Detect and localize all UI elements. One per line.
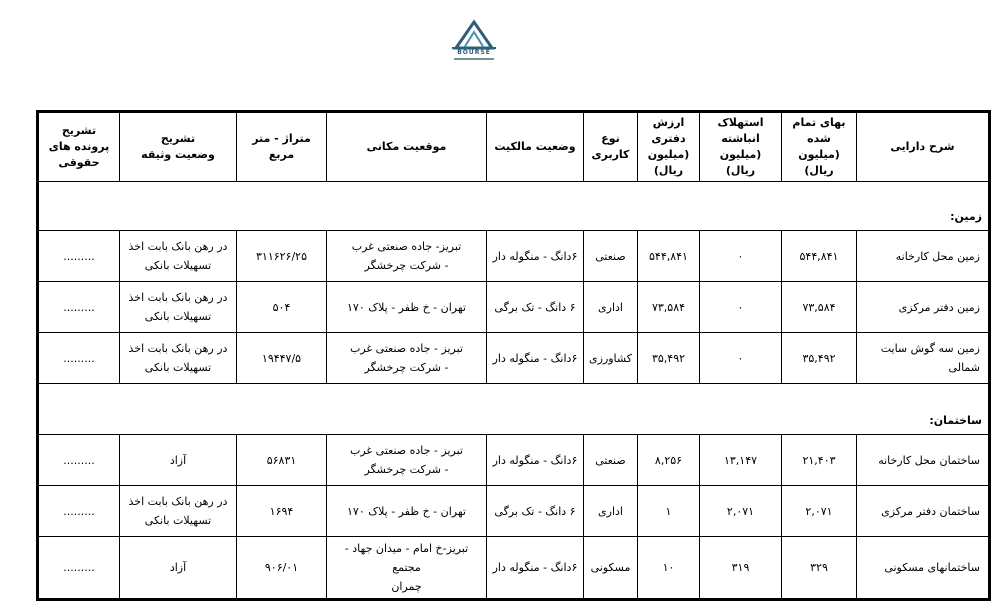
cell-area: ۹۰۶/۰۱ — [237, 537, 327, 600]
column-header-deed: تشریح وضعیت وثیقه — [120, 112, 237, 182]
cell-legal: ......... — [38, 282, 120, 333]
cell-book: ۱۰ — [638, 537, 700, 600]
cell-loc: تهران - خ ظفر - پلاک ۱۷۰ — [327, 486, 487, 537]
cell-usage: صنعتی — [584, 231, 638, 282]
cell-deed: آزاد — [120, 435, 237, 486]
table-row — [38, 333, 990, 384]
cell-depr: ۳۱۹ — [700, 537, 782, 600]
table-header-row — [38, 112, 990, 182]
cell-usage: مسکونی — [584, 537, 638, 600]
cell-cost: ۲,۰۷۱ — [782, 486, 857, 537]
cell-loc: تهران - خ ظفر - پلاک ۱۷۰ — [327, 282, 487, 333]
column-header-area: متراژ - متر مربع — [237, 112, 327, 182]
cell-book: ۷۳,۵۸۴ — [638, 282, 700, 333]
cell-owner: ۶ دانگ - تک برگی — [487, 486, 584, 537]
cell-legal: ......... — [38, 231, 120, 282]
cell-usage: کشاورزی — [584, 333, 638, 384]
table-body — [38, 182, 990, 600]
cell-owner: ۶ دانگ - تک برگی — [487, 282, 584, 333]
table-row — [38, 486, 990, 537]
cell-desc: زمین محل کارخانه — [857, 231, 990, 282]
cell-book: ۱ — [638, 486, 700, 537]
cell-deed: در رهن بانک بابت اخذ تسهیلات بانکی — [120, 282, 237, 333]
cell-desc: ساختمان محل کارخانه — [857, 435, 990, 486]
bourse-logo-icon — [448, 18, 500, 50]
cell-loc: تبریز - جاده صنعتی غرب - شرکت چرخشگر — [327, 333, 487, 384]
cell-deed: آزاد — [120, 537, 237, 600]
cell-loc: تبریز - جاده صنعتی غرب - شرکت چرخشگر — [327, 435, 487, 486]
cell-cost: ۲۱,۴۰۳ — [782, 435, 857, 486]
cell-legal: ......... — [38, 486, 120, 537]
bourse-logo — [448, 18, 500, 68]
cell-owner: ۶دانگ - منگوله دار — [487, 333, 584, 384]
section-title: ساختمان: — [38, 384, 990, 435]
cell-book: ۳۵,۴۹۲ — [638, 333, 700, 384]
column-header-desc: شرح دارایی — [857, 112, 990, 182]
cell-usage: اداری — [584, 486, 638, 537]
cell-owner: ۶دانگ - منگوله دار — [487, 435, 584, 486]
column-header-loc: موقعیت مکانی — [327, 112, 487, 182]
cell-area: ۱۶۹۴ — [237, 486, 327, 537]
cell-usage: صنعتی — [584, 435, 638, 486]
cell-deed: در رهن بانک بابت اخذ تسهیلات بانکی — [120, 231, 237, 282]
column-header-cost: بهای تمام شده (میلیون ریال) — [782, 112, 857, 182]
cell-owner: ۶دانگ - منگوله دار — [487, 231, 584, 282]
cell-depr: ۰ — [700, 333, 782, 384]
logo-underline — [454, 58, 494, 60]
cell-cost: ۷۳,۵۸۴ — [782, 282, 857, 333]
cell-area: ۱۹۴۴۷/۵ — [237, 333, 327, 384]
cell-book: ۸,۲۵۶ — [638, 435, 700, 486]
cell-cost: ۳۵,۴۹۲ — [782, 333, 857, 384]
table-row — [38, 435, 990, 486]
column-header-depr: استهلاک انباشته (میلیون ریال) — [700, 112, 782, 182]
cell-area: ۳۱۱۶۲۶/۲۵ — [237, 231, 327, 282]
section-row — [38, 182, 990, 231]
cell-book: ۵۴۴,۸۴۱ — [638, 231, 700, 282]
cell-depr: ۱۳,۱۴۷ — [700, 435, 782, 486]
cell-deed: در رهن بانک بابت اخذ تسهیلات بانکی — [120, 486, 237, 537]
cell-desc: ساختمان دفتر مرکزی — [857, 486, 990, 537]
cell-depr: ۲,۰۷۱ — [700, 486, 782, 537]
cell-desc: زمین سه گوش سایت شمالی — [857, 333, 990, 384]
cell-desc: ساختمانهای مسکونی — [857, 537, 990, 600]
column-header-owner: وضعیت مالکیت — [487, 112, 584, 182]
logo-text: BOURSE — [457, 49, 491, 56]
table-row — [38, 537, 990, 600]
cell-legal: ......... — [38, 537, 120, 600]
section-title: زمین: — [38, 182, 990, 231]
fixed-assets-table — [36, 110, 991, 601]
column-header-legal: تشریح پرونده های حقوقی — [38, 112, 120, 182]
cell-owner: ۶دانگ - منگوله دار — [487, 537, 584, 600]
column-header-book: ارزش دفتری (میلیون ریال) — [638, 112, 700, 182]
table-row — [38, 231, 990, 282]
cell-legal: ......... — [38, 435, 120, 486]
cell-usage: اداری — [584, 282, 638, 333]
cell-cost: ۳۲۹ — [782, 537, 857, 600]
cell-area: ۵۶۸۳۱ — [237, 435, 327, 486]
table-row — [38, 282, 990, 333]
cell-depr: ۰ — [700, 231, 782, 282]
cell-loc: تبریز- جاده صنعتی غرب - شرکت چرخشگر — [327, 231, 487, 282]
cell-loc: تبریز-خ امام - میدان جهاد - مجتمع چمران — [327, 537, 487, 600]
section-row — [38, 384, 990, 435]
column-header-usage: نوع کاربری — [584, 112, 638, 182]
cell-depr: ۰ — [700, 282, 782, 333]
cell-desc: زمین دفتر مرکزی — [857, 282, 990, 333]
cell-cost: ۵۴۴,۸۴۱ — [782, 231, 857, 282]
cell-legal: ......... — [38, 333, 120, 384]
cell-area: ۵۰۴ — [237, 282, 327, 333]
cell-deed: در رهن بانک بابت اخذ تسهیلات بانکی — [120, 333, 237, 384]
